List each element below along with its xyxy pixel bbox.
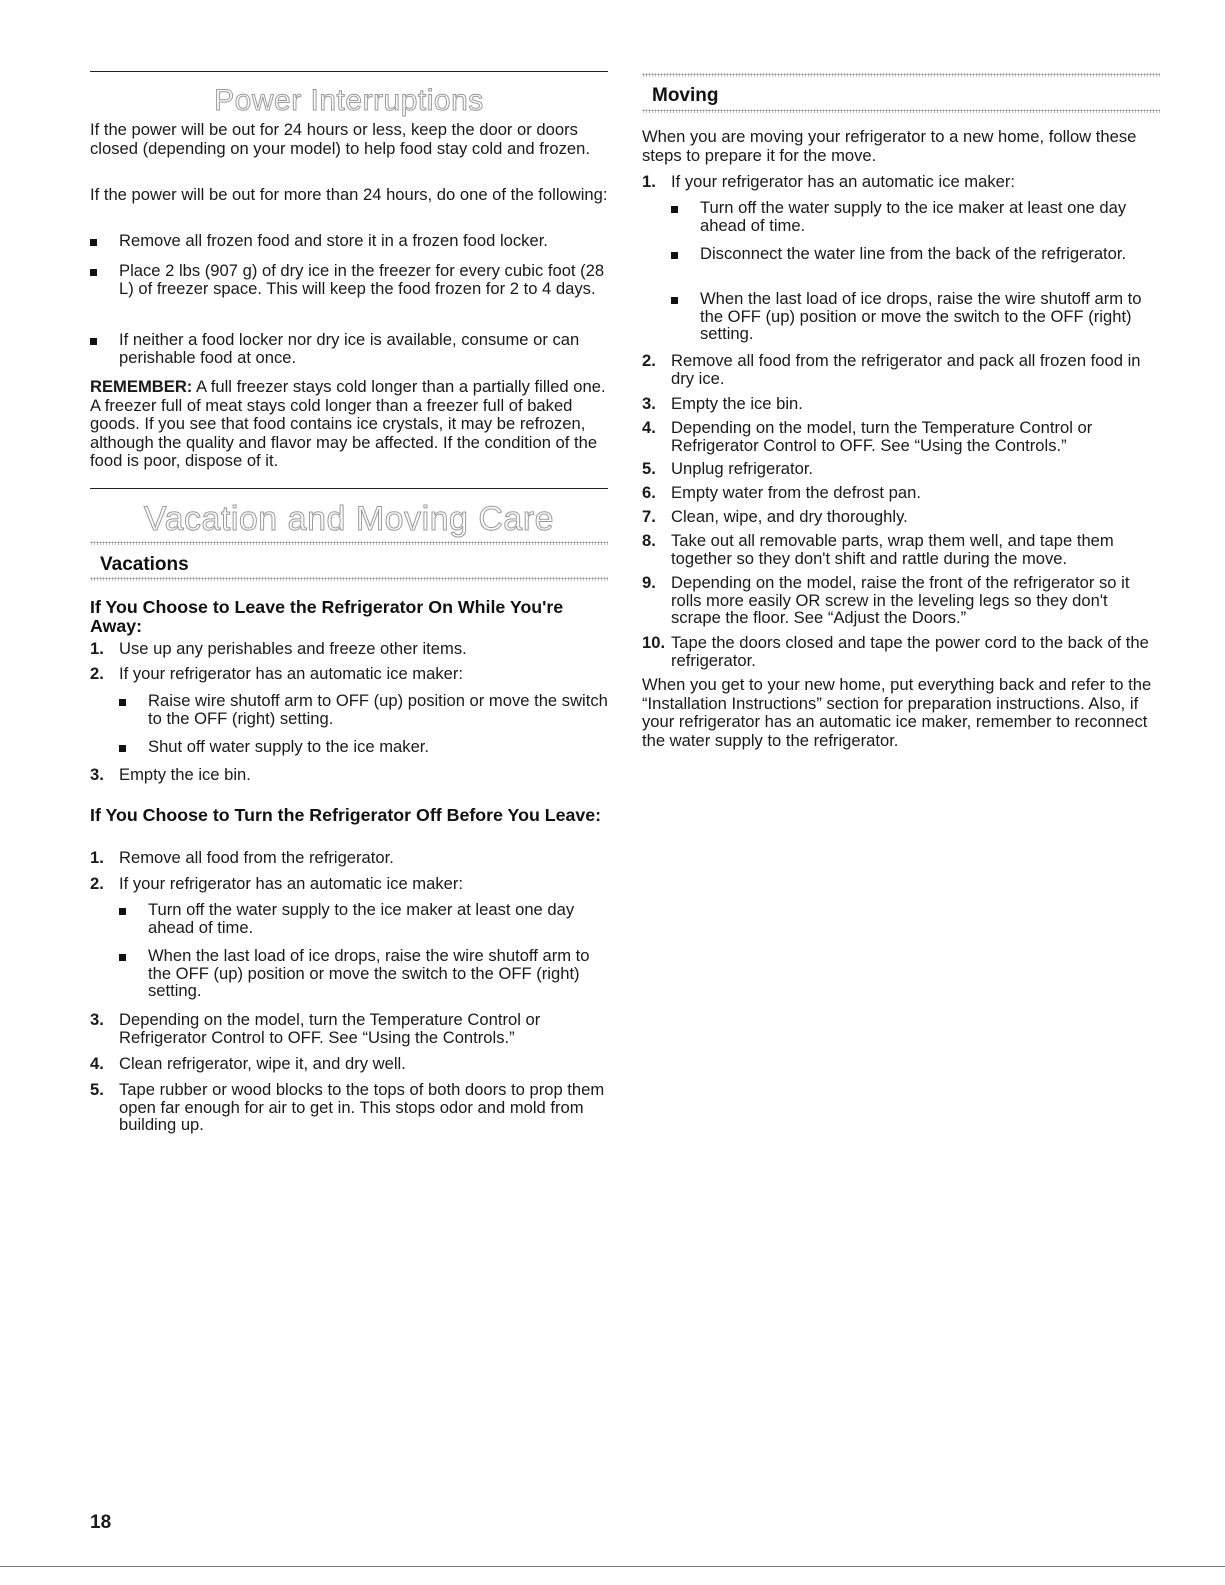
list-item: When the last load of ice drops, raise the wire shutoff arm to the OFF (up) position or move the switch to the OFF (right) setting. — [642, 290, 1160, 343]
dotted-rule — [642, 73, 1160, 77]
bullet-icon — [119, 738, 145, 756]
remember-label: REMEMBER: — [90, 377, 193, 396]
list-item: Raise wire shutoff arm to OFF (up) position or move the switch to the OFF (right) setting. — [90, 692, 608, 727]
list-item: 3. Depending on the model, turn the Temperature Control or Refrigerator Control to OFF. See “Using the Controls.” — [90, 1010, 541, 1047]
bullet-icon — [119, 947, 145, 965]
list-item: 9. Depending on the model, raise the front of the refrigerator so it rolls more easily OR screw in the leveling legs so they don't scrape the floor. See “Adjust the Doors.” — [642, 573, 1130, 627]
dotted-rule — [90, 541, 608, 545]
list-item: 10. Tape the doors closed and tape the power cord to the back of the refrigerator. — [642, 633, 1149, 670]
list-item: 8. Take out all removable parts, wrap them well, and tape them together so they don't shift and rattle during the move. — [642, 531, 1114, 568]
list-item: Turn off the water supply to the ice maker at least one day ahead of time. — [642, 199, 1160, 234]
list-item: 3. Empty the ice bin. — [642, 394, 803, 413]
list-item: If neither a food locker nor dry ice is available, consume or can perishable food at once. — [90, 331, 608, 366]
list-item: 1. If your refrigerator has an automatic ice maker: — [642, 172, 1016, 191]
remember-text: A full freezer stays cold longer than a partially filled one. A freezer full of meat stays cold longer than a freezer full of baked goods. If you see that food contains ice crystals, it may be refrozen, although the quality and flavor may be affected. If the condition of the food is poor, dispose of it. — [90, 377, 606, 470]
list-item: 2. Remove all food from the refrigerator and pack all frozen food in dry ice. — [642, 351, 1141, 388]
moving-subheading: Moving — [652, 85, 719, 106]
bullet-icon — [671, 290, 697, 308]
page-bottom-rule — [0, 1566, 1225, 1567]
section-divider — [90, 488, 608, 489]
list-item: 2. If your refrigerator has an automatic ice maker: — [90, 874, 464, 893]
bullet-icon — [90, 232, 116, 250]
list-item: 4. Depending on the model, turn the Temperature Control or Refrigerator Control to OFF. See “Using the Controls.” — [642, 418, 1093, 455]
power-intro-paragraph: If the power will be out for 24 hours or less, keep the door or doors closed (depending on your model) to help food stay cold and frozen. — [90, 120, 590, 158]
list-item: 7. Clean, wipe, and dry thoroughly. — [642, 507, 908, 526]
vacation-moving-title: Vacation and Moving Care — [143, 500, 555, 538]
bullet-icon — [671, 199, 697, 217]
remember-note — [90, 378, 608, 471]
moving-intro-paragraph: When you are moving your refrigerator to a new home, follow these steps to prepare it for the move. — [642, 127, 1137, 165]
section-divider — [90, 71, 608, 72]
moving-outro-paragraph: When you get to your new home, put everything back and refer to the “Installation Instructions” section for preparation instructions. Also, if your refrigerator has an automatic ice maker, remember to reconnect the water supply to the refrigerator. — [642, 675, 1152, 750]
list-item: 6. Empty water from the defrost pan. — [642, 483, 921, 502]
bullet-icon — [90, 331, 116, 349]
dotted-rule — [90, 577, 608, 581]
list-item: Turn off the water supply to the ice maker at least one day ahead of time. — [90, 901, 608, 936]
list-item: 1. Remove all food from the refrigerator. — [90, 848, 394, 867]
list-item: Disconnect the water line from the back of the refrigerator. — [642, 245, 1160, 263]
list-item: Remove all frozen food and store it in a frozen food locker. — [90, 232, 608, 250]
dotted-rule — [642, 109, 1160, 113]
list-item: 1. Use up any perishables and freeze other items. — [90, 639, 467, 658]
list-item: Place 2 lbs (907 g) of dry ice in the freezer for every cubic foot (28 L) of freezer space. This will keep the food frozen for 2 to 4 days. — [90, 262, 608, 297]
bullet-icon — [671, 245, 697, 263]
list-item: 3. Empty the ice bin. — [90, 765, 251, 784]
list-item: When the last load of ice drops, raise the wire shutoff arm to the OFF (up) position or move the switch to the OFF (right) setting. — [90, 947, 608, 1000]
bullet-icon — [119, 692, 145, 710]
bullet-icon — [90, 262, 116, 280]
bullet-icon — [119, 901, 145, 919]
turn-off-heading: If You Choose to Turn the Refrigerator Off Before You Leave: — [90, 805, 602, 825]
page-number: 18 — [90, 1512, 112, 1533]
vacations-subheading: Vacations — [100, 554, 189, 575]
list-item: 5. Tape rubber or wood blocks to the tops of both doors to prop them open far enough for air to get in. This stops odor and mold from building up. — [90, 1080, 605, 1134]
power-long-outage-paragraph: If the power will be out for more than 24 hours, do one of the following: — [90, 185, 608, 204]
list-item: 5. Unplug refrigerator. — [642, 459, 814, 478]
leave-on-heading: If You Choose to Leave the Refrigerator On While You're Away: — [90, 597, 564, 636]
list-item: 4. Clean refrigerator, wipe it, and dry well. — [90, 1054, 406, 1073]
list-item: 2. If your refrigerator has an automatic ice maker: — [90, 664, 464, 683]
list-item: Shut off water supply to the ice maker. — [90, 738, 608, 756]
power-interruptions-title: Power Interruptions — [214, 84, 484, 117]
